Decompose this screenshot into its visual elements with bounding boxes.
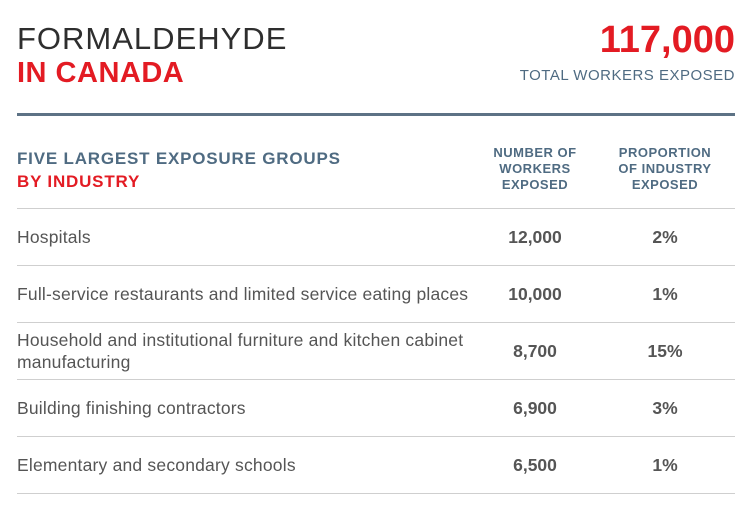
column-header-workers-line: NUMBER OF bbox=[493, 145, 577, 160]
column-header-proportion-line: EXPOSED bbox=[631, 177, 699, 192]
table-row bbox=[17, 265, 735, 322]
workers-exposed-value: 8,700 bbox=[513, 340, 557, 361]
table-row bbox=[17, 436, 735, 494]
table-row bbox=[17, 322, 735, 379]
proportion-exposed-value: 3% bbox=[652, 397, 678, 418]
industry-name: Household and institutional furniture and kitchen cabinet manufacturing bbox=[17, 330, 464, 372]
proportion-exposed-value: 1% bbox=[652, 283, 678, 304]
group-subtitle: BY INDUSTRY bbox=[17, 172, 141, 191]
column-header-workers-line: EXPOSED bbox=[501, 177, 569, 192]
proportion-exposed-value: 1% bbox=[652, 454, 678, 475]
workers-exposed-value: 10,000 bbox=[508, 283, 562, 304]
column-header-workers bbox=[475, 145, 595, 193]
header-divider bbox=[17, 113, 735, 116]
industry-name: Building finishing contractors bbox=[17, 398, 246, 418]
total-workers-number: 117,000 bbox=[599, 19, 735, 61]
table-header bbox=[17, 145, 735, 200]
industry-name: Hospitals bbox=[17, 227, 91, 247]
table-row bbox=[17, 208, 735, 265]
table-row bbox=[17, 379, 735, 436]
industry-name: Full-service restaurants and limited service eating places bbox=[17, 284, 469, 304]
title-line2: IN CANADA bbox=[17, 57, 185, 89]
column-header-proportion bbox=[605, 145, 725, 193]
workers-exposed-value: 12,000 bbox=[508, 226, 562, 247]
title-line1: FORMALDEHYDE bbox=[17, 21, 288, 56]
proportion-exposed-value: 2% bbox=[652, 226, 678, 247]
column-header-proportion-line: OF INDUSTRY bbox=[618, 161, 712, 176]
column-header-workers-line: WORKERS bbox=[499, 161, 571, 176]
table-body bbox=[17, 208, 735, 494]
total-workers-label: TOTAL WORKERS EXPOSED bbox=[519, 67, 735, 84]
workers-exposed-value: 6,500 bbox=[513, 454, 557, 475]
group-title: FIVE LARGEST EXPOSURE GROUPS bbox=[17, 149, 341, 168]
header bbox=[17, 19, 735, 92]
column-header-proportion-line: PROPORTION bbox=[618, 145, 712, 160]
industry-name: Elementary and secondary schools bbox=[17, 455, 296, 475]
proportion-exposed-value: 15% bbox=[647, 340, 683, 361]
workers-exposed-value: 6,900 bbox=[513, 397, 557, 418]
